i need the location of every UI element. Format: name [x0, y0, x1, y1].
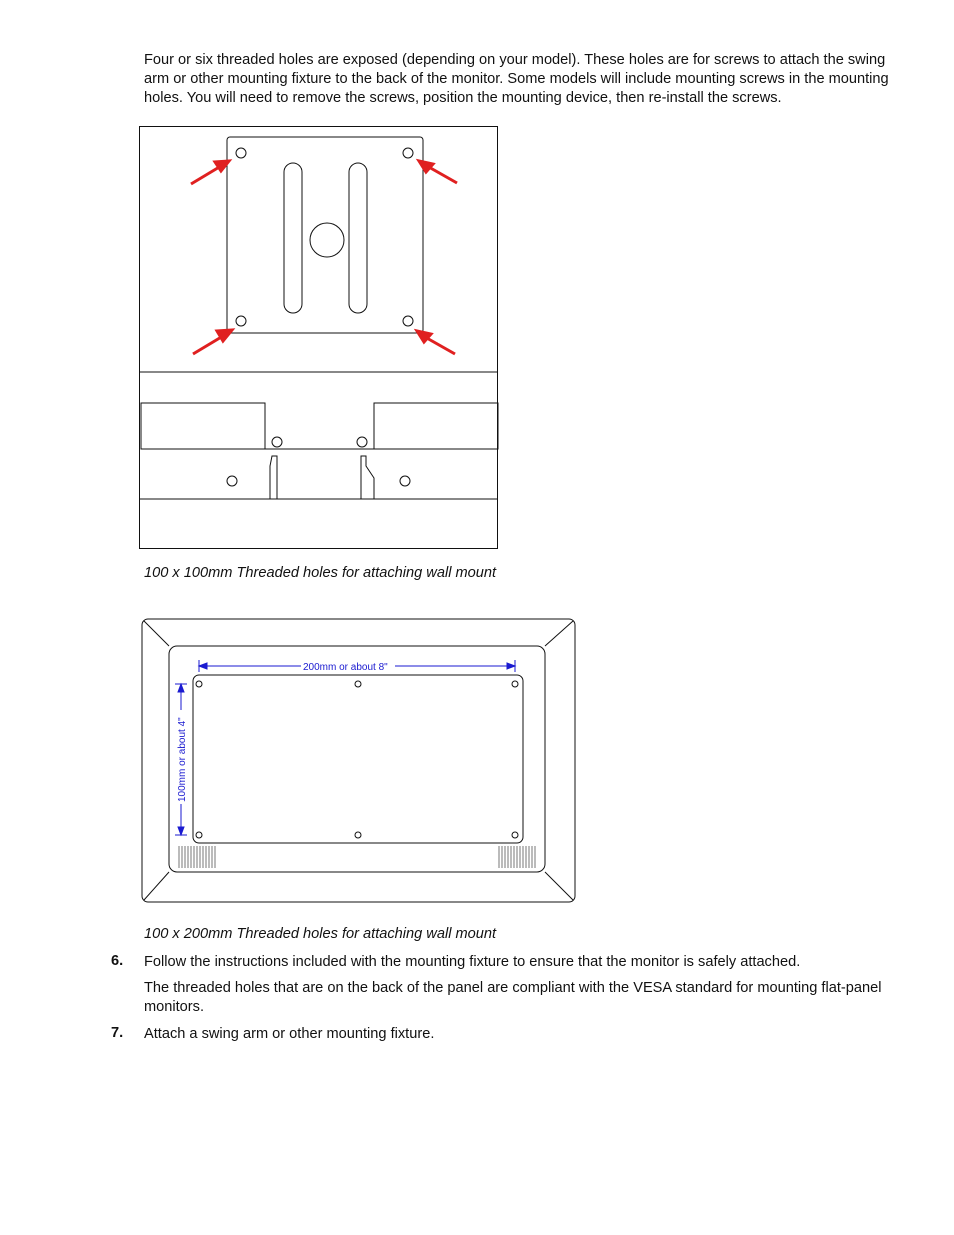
intro-paragraph: Four or six threaded holes are exposed (depending on your model). These holes are for screws to attach the swing arm or other mounting fixture to the back of the monitor. Some models will include mounting screws in the mounting holes. You will need to remove the screws, position the mounting device, then re-install the screws. [144, 52, 889, 106]
step-number: 6. [111, 953, 124, 969]
step-text: Attach a swing arm or other mounting fixture. [144, 1026, 435, 1042]
step-number: 7. [111, 1025, 124, 1041]
width-label: 200mm or about 8" [303, 662, 388, 673]
figure-100x100-mount-diagram [139, 126, 501, 550]
step-note: The threaded holes that are on the back of the panel are compliant with the VESA standard for mounting flat-panel monitors. [144, 980, 882, 1015]
step-text: Follow the instructions included with the mounting fixture to ensure that the monitor is safely attached. [144, 954, 801, 970]
figure1-caption: 100 x 100mm Threaded holes for attaching wall mount [144, 565, 497, 581]
figure-100x200-mount-diagram [141, 618, 577, 904]
height-label: 100mm or about 4" [177, 717, 188, 802]
figure2-caption: 100 x 200mm Threaded holes for attaching wall mount [144, 926, 497, 942]
